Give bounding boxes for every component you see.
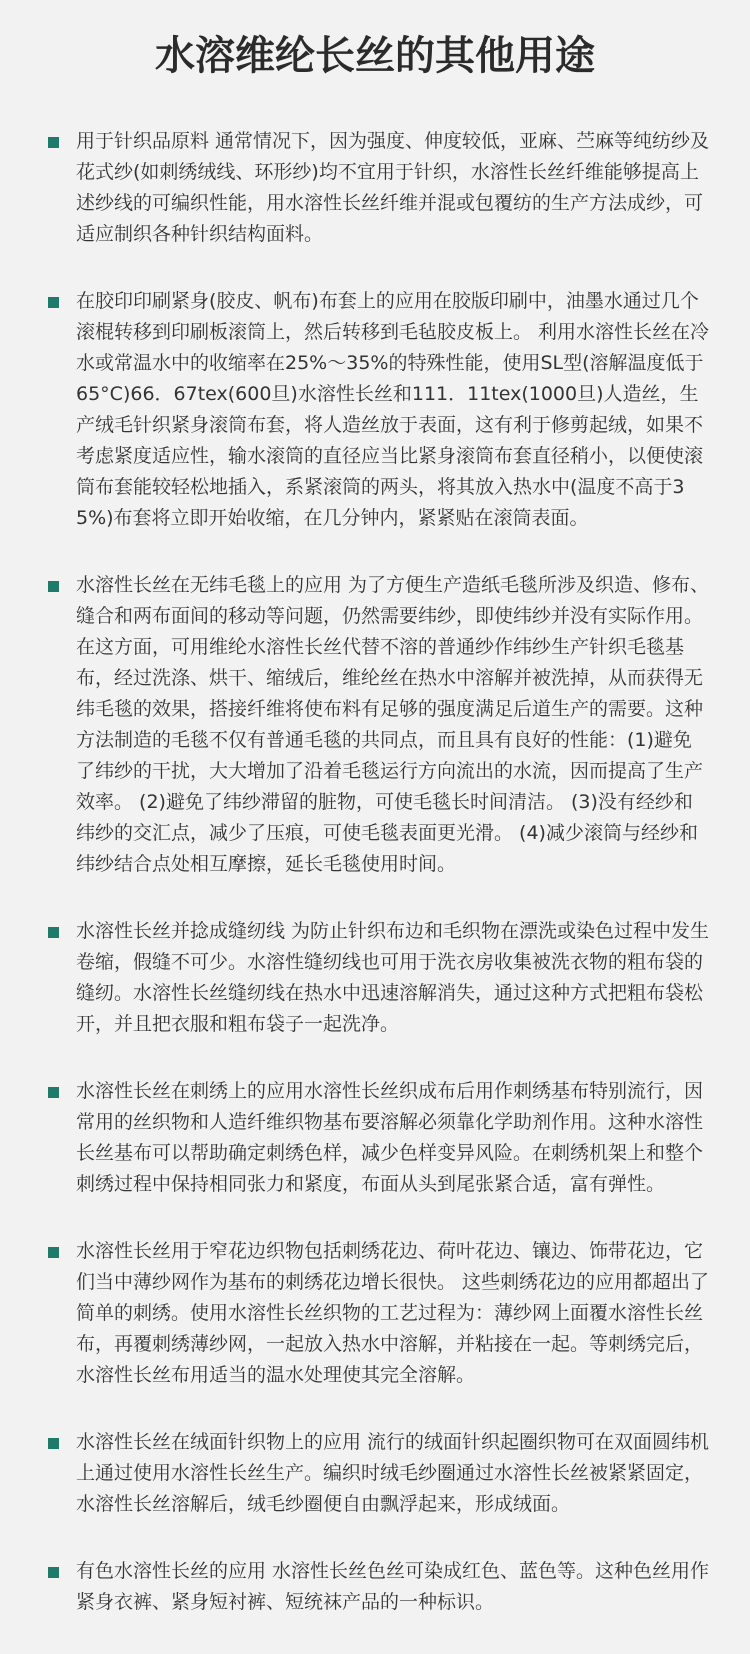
item-text: 在胶印印刷紧身(胶皮、帆布)布套上的应用在胶版印刷中，油墨水通过几个滚棍转移到印刷板滚筒上，然后转移到毛毡胶皮板上。 利用水溶性长丝在冷水或常温水中的收缩率在25%～35%的特殊性能，使用SL型(溶解温度低于65°C)66．67tex(600旦)水溶性长丝和111．11tex(1000旦)人造丝，生产绒毛针织紧身滚筒布套，将人造丝放于表面，这有利于修剪起绒，如果不考虑紧度适应性，输水滚筒的直径应当比紧身滚筒布套直径稍小，以便使滚筒布套能较轻松地插入，系紧滚筒的两头，将其放入热水中(温度不高于35%)布套将立即开始收缩，在几分钟内，紧紧贴在滚筒表面。 [76,290,710,529]
item-text: 水溶性长丝在绒面针织物上的应用 流行的绒面针织起圈织物可在双面圆纬机上通过使用水溶性长丝生产。编织时绒毛纱圈通过水溶性长丝被紧紧固定，水溶性长丝溶解后，绒毛纱圈便自由飘浮起来，形成绒面。 [76,1431,710,1515]
item-text: 水溶性长丝用于窄花边织物包括刺绣花边、荷叶花边、镶边、饰带花边，它们当中薄纱网作为基布的刺绣花边增长很快。 这些刺绣花边的应用都超出了简单的刺绣。使用水溶性长丝织物的工艺过程为：薄纱网上面覆水溶性长丝布，再覆刺绣薄纱网，一起放入热水中溶解，并粘接在一起。等刺绣完后，水溶性长丝布用适当的温水处理使其完全溶解。 [76,1240,710,1386]
square-bullet-icon [48,1438,59,1449]
square-bullet-icon [48,1087,59,1098]
item-text: 水溶性长丝在刺绣上的应用水溶性长丝织成布后用作刺绣基布特别流行，因常用的丝织物和人造纤维织物基布要溶解必须靠化学助剂作用。这种水溶性长丝基布可以帮助确定刺绣色样，减少色样变异风险。在刺绣机架上和整个刺绣过程中保持相同张力和紧度，布面从头到尾张紧合适，富有弹性。 [76,1080,704,1195]
square-bullet-icon [48,297,59,308]
list-item [48,1076,710,1200]
square-bullet-icon [48,1567,59,1578]
list-item [48,126,710,250]
square-bullet-icon [48,1247,59,1258]
item-text: 用于针织品原料 通常情况下，因为强度、伸度较低，亚麻、苎麻等纯纺纱及花式纱(如刺绣绒线、环形纱)均不宜用于针织，水溶性长丝纤维能够提高上述纱线的可编织性能，用水溶性长丝纤维并混或包覆纺的生产方法成纱，可适应制织各种针织结构面料。 [76,130,710,245]
list-item [48,916,710,1040]
item-text: 水溶性长丝在无纬毛毯上的应用 为了方便生产造纸毛毯所涉及织造、修布、缝合和两布面间的移动等问题，仍然需要纬纱，即使纬纱并没有实际作用。在这方面，可用维纶水溶性长丝代替不溶的普通纱作纬纱生产针织毛毯基布，经过洗涤、烘干、缩绒后，维纶丝在热水中溶解并被洗掉，从而获得无纬毛毯的效果，搭接纤维将使布料有足够的强度满足后道生产的需要。这种方法制造的毛毯不仅有普通毛毯的共同点，而且具有良好的性能：(1)避免了纬纱的干扰，大大增加了沿着毛毯运行方向流出的水流，因而提高了生产效率。 (2)避免了纬纱滞留的脏物，可使毛毯长时间清洁。 (3)没有经纱和纬纱的交汇点，减少了压痕，可使毛毯表面更光滑。 (4)减少滚筒与经纱和纬纱结合点处相互摩擦，延长毛毯使用时间。 [76,574,710,875]
list-item [48,1556,710,1618]
list-item [48,286,710,534]
list-item [48,1427,710,1520]
title-regular: 水溶维纶长丝的 [155,33,435,79]
item-text: 有色水溶性长丝的应用 水溶性长丝色丝可染成红色、蓝色等。这种色丝用作紧身衣裤、紧身短衬裤、短统袜产品的一种标识。 [76,1560,710,1613]
square-bullet-icon [48,137,59,148]
list-item [48,570,710,880]
article-list [48,126,710,1654]
title-bold: 其他用途 [435,33,595,79]
square-bullet-icon [48,927,59,938]
item-text: 水溶性长丝并捻成缝纫线 为防止针织布边和毛织物在漂洗或染色过程中发生卷缩，假缝不可少。水溶性缝纫线也可用于洗衣房收集被洗衣物的粗布袋的缝纫。水溶性长丝缝纫线在热水中迅速溶解消失，通过这种方式把粗布袋松开，并且把衣服和粗布袋子一起洗净。 [76,920,710,1035]
list-item [48,1236,710,1391]
page-title [0,28,750,84]
square-bullet-icon [48,581,59,592]
